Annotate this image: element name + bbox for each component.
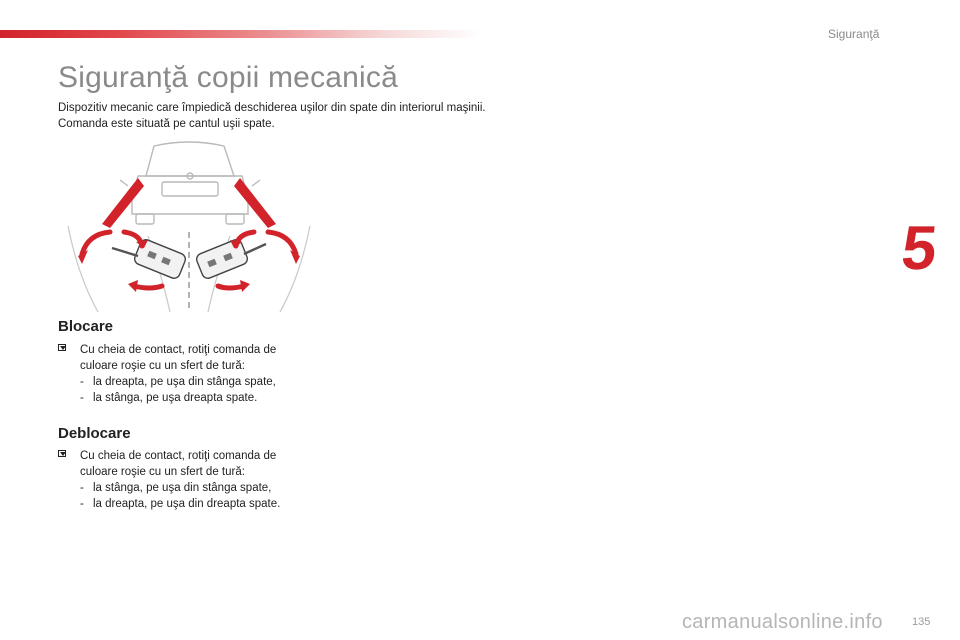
bullet-icon [58,450,66,457]
key-left-icon [112,238,187,280]
unlocking-bullet [58,448,318,480]
chapter-number: 5 [898,214,941,283]
section-header: Siguranţă [828,27,880,41]
unlocking-heading: Deblocare [58,425,131,442]
arrow-left-icon [102,178,144,228]
bullet-icon [58,344,66,351]
page-title: Siguranţă copii mecanică [58,61,398,94]
bullet-text: Cu cheia de contact, rotiţi comanda de [80,344,277,356]
list-item: - la dreapta, pe uşa din stânga spate, [80,376,276,388]
watermark: carmanualsonline.info [682,611,883,633]
bullet-text: culoare roşie cu un sfert de tură: [80,466,245,478]
locking-heading: Blocare [58,318,114,335]
rotate-arrow-icon [134,286,162,288]
arrow-right-icon [234,178,276,228]
list-item: - la dreapta, pe uşa din dreapta spate. [80,498,281,510]
intro-line: Dispozitiv mecanic care împiedică deschiderea uşilor din spate din interiorul maşinii. [58,102,486,114]
child-lock-illustration [58,136,320,312]
list-item: - la stânga, pe uşa din stânga spate, [80,482,272,494]
list-item: - la stânga, pe uşa dreapta spate. [80,392,258,404]
unlocking-instructions [58,448,318,512]
rotate-arrow-icon [218,286,244,288]
rotate-arrow-icon [82,232,110,254]
locking-instructions [58,342,318,406]
key-right-icon [195,238,266,280]
rotate-arrow-icon [268,232,296,254]
page-number: 135 [912,616,931,628]
bullet-text: Cu cheia de contact, rotiţi comanda de [80,450,277,462]
header-accent-bar [0,30,480,38]
intro-text [58,100,486,132]
locking-bullet [58,342,318,374]
intro-line: Comanda este situată pe cantul uşii spate. [58,118,275,130]
bullet-text: culoare roşie cu un sfert de tură: [80,360,245,372]
